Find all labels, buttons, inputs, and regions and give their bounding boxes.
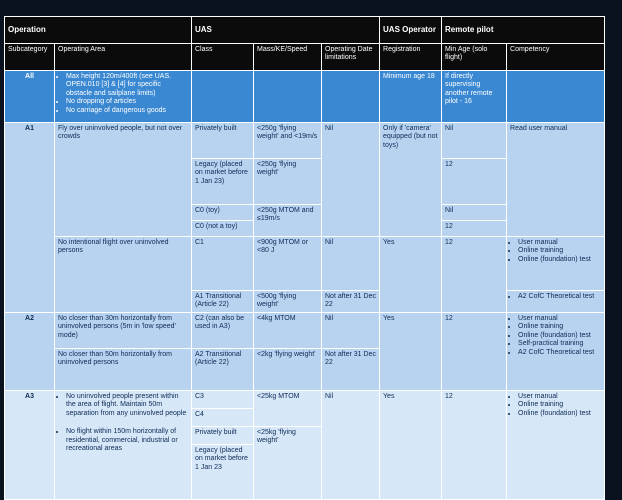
limitations-all (322, 71, 380, 123)
col-operating-area: Operating Area (55, 44, 192, 71)
mass-a3-c3-c4: <25kg MTOM (254, 391, 322, 427)
min-age-all: If directly supervising another remote pilot - 16 (442, 71, 507, 123)
registration-all: Minimum age 18 (380, 71, 442, 123)
class-a3-c4: C4 (192, 409, 254, 427)
uas-categories-table (4, 16, 605, 500)
area-a1-2: No intentional flight over uninvolved persons (55, 237, 192, 313)
mass-a1-transitional: <500g 'flying weight' (254, 291, 322, 313)
class-a1-transitional: A1 Transitional (Article 22) (192, 291, 254, 313)
min-age-a1-c0-toy: Nil (442, 205, 507, 221)
area-all-item: • No dropping of articles (66, 98, 188, 106)
uas-categories-sheet (4, 16, 604, 500)
header-uas-operator: UAS Operator (380, 17, 442, 44)
area-all-item: • No carriage of dangerous goods (66, 107, 188, 115)
class-a3-legacy: Legacy (placed on market before 1 Jan 23 (192, 445, 254, 500)
competency-item: • Online training (518, 323, 601, 331)
area-all-item: • Max height 120m/400ft (see UAS. OPEN.010 [3] & [4] for specific obstacle and sailplane limits) (66, 73, 188, 98)
mass-a2-c2: <4kg MTOM (254, 313, 322, 349)
header-row-columns (5, 44, 605, 71)
competency-item: • Online training (518, 247, 601, 255)
competency-a1-1: Read user manual (507, 123, 605, 237)
competency-a1-c1 (507, 237, 605, 291)
area-a3-item: • No flight within 150m horizontally of residential, commercial, industrial or recreational areas (66, 428, 188, 453)
class-a3-private: Privately built (192, 427, 254, 445)
col-min-age: Min Age (solo flight) (442, 44, 507, 71)
class-a1-c0-toy: C0 (toy) (192, 205, 254, 221)
min-age-a3: 12 (442, 391, 507, 500)
min-age-a1-private: Nil (442, 123, 507, 159)
photo-edge-shadow (610, 0, 622, 500)
row-a1-c1 (5, 237, 605, 291)
competency-item: • Online (foundation) test (518, 332, 601, 340)
competency-item: • Online (foundation) test (518, 256, 601, 264)
limitations-a1-transitional: Not after 31 Dec 22 (322, 291, 380, 313)
registration-a1-2: Yes (380, 237, 442, 313)
area-a3 (55, 391, 192, 500)
subcategory-all: All (5, 71, 55, 123)
mass-a1-private: <250g 'flying weight' and <19m/s (254, 123, 322, 159)
competency-item: • Self-practical training (518, 340, 601, 348)
limitations-a3: Nil (322, 391, 380, 500)
subcategory-a2: A2 (5, 313, 55, 391)
subcategory-a3: A3 (5, 391, 55, 500)
col-mass: Mass/KE/Speed (254, 44, 322, 71)
limitations-a2-c2: Nil (322, 313, 380, 349)
competency-a3 (507, 391, 605, 500)
mass-a1-legacy: <250g 'flying weight' (254, 159, 322, 205)
competency-a1-transitional (507, 291, 605, 313)
registration-a1-1: Only if 'camera' equipped (but not toys) (380, 123, 442, 237)
competency-item: • Online (foundation) test (518, 410, 601, 418)
min-age-a1-legacy: 12 (442, 159, 507, 205)
class-a1-c1: C1 (192, 237, 254, 291)
limitations-a1-c1: Nil (322, 237, 380, 291)
competency-item: • User manual (518, 315, 601, 323)
area-a3-item: • No uninvolved people present within the area of flight. Maintain 50m separation from any uninvolved people (66, 393, 188, 418)
col-limitations: Operating Date limitations (322, 44, 380, 71)
row-all (5, 71, 605, 123)
mass-all (254, 71, 322, 123)
col-class: Class (192, 44, 254, 71)
header-operation: Operation (5, 17, 192, 44)
area-a2-2: No closer than 50m horizontally from uninvolved persons (55, 349, 192, 391)
competency-a2 (507, 313, 605, 391)
row-a3-c3 (5, 391, 605, 409)
class-a1-legacy: Legacy (placed on market before 1 Jan 23) (192, 159, 254, 205)
competency-all (507, 71, 605, 123)
class-all (192, 71, 254, 123)
competency-item: • A2 CofC Theoretical test (518, 293, 601, 301)
mass-a1-c0: <250g MTOM and ≤19m/s (254, 205, 322, 237)
area-all (55, 71, 192, 123)
col-competency: Competency (507, 44, 605, 71)
subcategory-a1: A1 (5, 123, 55, 313)
area-a1-1: Fly over uninvolved people, but not over crowds (55, 123, 192, 237)
limitations-a2-transitional: Not after 31 Dec 22 (322, 349, 380, 391)
class-a3-c3: C3 (192, 391, 254, 409)
class-a2-c2: C2 (can also be used in A3) (192, 313, 254, 349)
mass-a1-c1: <900g MTOM or <80 J (254, 237, 322, 291)
class-a1-private: Privately built (192, 123, 254, 159)
area-a2-1: No closer than 30m horizontally from uninvolved persons (5m in 'low speed' mode) (55, 313, 192, 349)
class-a1-c0-not-toy: C0 (not a toy) (192, 221, 254, 237)
header-uas: UAS (192, 17, 380, 44)
mass-a3-private-legacy: <25kg 'flying weight' (254, 427, 322, 500)
min-age-a1-c0-not-toy: 12 (442, 221, 507, 237)
header-remote-pilot: Remote pilot (442, 17, 605, 44)
class-a2-transitional: A2 Transitional (Article 22) (192, 349, 254, 391)
registration-a3: Yes (380, 391, 442, 500)
mass-a2-transitional: <2kg 'flying weight' (254, 349, 322, 391)
registration-a2: Yes (380, 313, 442, 391)
min-age-a2: 12 (442, 313, 507, 391)
limitations-a1-1: Nil (322, 123, 380, 237)
col-registration: Registration (380, 44, 442, 71)
competency-item: • Online training (518, 401, 601, 409)
row-a1-private (5, 123, 605, 159)
competency-item: • A2 CofC Theoretical test (518, 349, 601, 357)
competency-item: • User manual (518, 239, 601, 247)
competency-item: • User manual (518, 393, 601, 401)
header-row-groups (5, 17, 605, 44)
row-a2-c2 (5, 313, 605, 349)
min-age-a1-c1: 12 (442, 237, 507, 313)
col-subcategory: Subcategory (5, 44, 55, 71)
